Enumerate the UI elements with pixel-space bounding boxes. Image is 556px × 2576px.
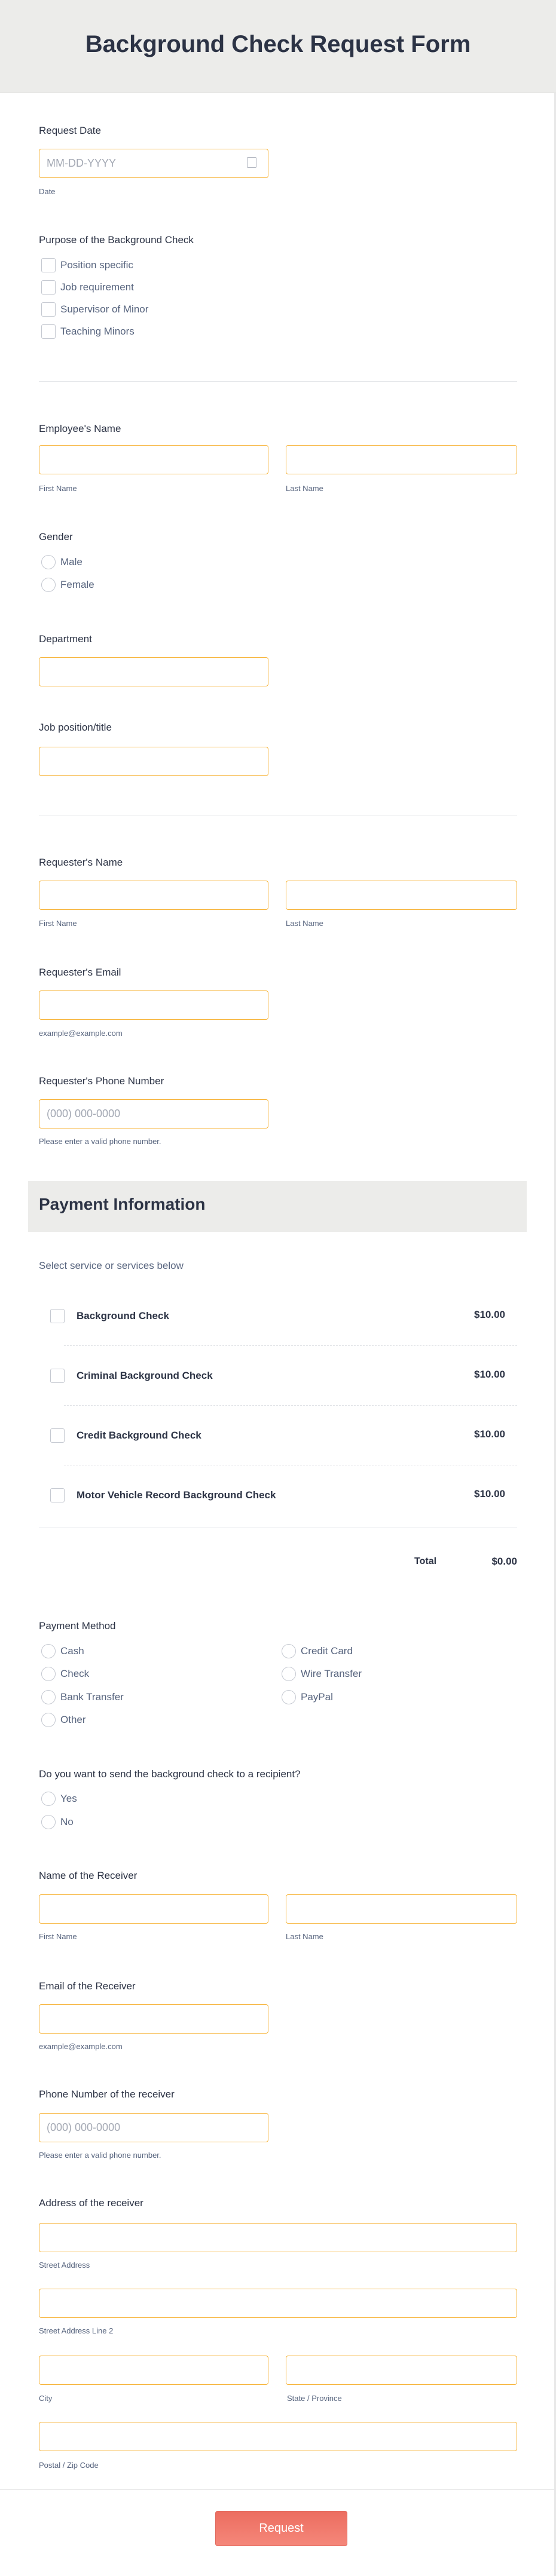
request-date-label: Request Date [39, 125, 101, 136]
payment-instruction: Select service or services below [39, 1260, 184, 1271]
payment-option: Wire Transfer [301, 1668, 362, 1679]
request-date-sublabel: Date [39, 187, 56, 196]
payment-radio-check[interactable] [41, 1667, 56, 1681]
product-price: $10.00 [474, 1309, 505, 1320]
state-input[interactable] [286, 2356, 517, 2385]
city-input[interactable] [39, 2356, 268, 2385]
requester-name-label: Requester's Name [39, 857, 123, 868]
product-name: Credit Background Check [77, 1430, 201, 1441]
job-position-label: Job position/title [39, 722, 112, 733]
total-label: Total [414, 1556, 437, 1566]
payment-option: Check [60, 1668, 90, 1679]
receiver-last-name-input[interactable] [286, 1894, 517, 1924]
product-price: $10.00 [474, 1369, 505, 1380]
product-checkbox[interactable] [50, 1488, 65, 1502]
last-name-sublabel: Last Name [286, 1932, 323, 1941]
purpose-option: Teaching Minors [60, 326, 135, 337]
gender-radio-female[interactable] [41, 578, 56, 592]
receiver-first-name-input[interactable] [39, 1894, 268, 1924]
purpose-label: Purpose of the Background Check [39, 234, 194, 246]
purpose-option: Job requirement [60, 281, 134, 293]
payment-radio-other[interactable] [41, 1713, 56, 1727]
first-name-sublabel: First Name [39, 484, 77, 493]
street-address-input[interactable] [39, 2223, 517, 2252]
street-address-line2-sublabel: Street Address Line 2 [39, 2326, 114, 2335]
payment-option: Other [60, 1714, 86, 1725]
receiver-email-label: Email of the Receiver [39, 1980, 136, 1992]
payment-radio-cash[interactable] [41, 1644, 56, 1658]
payment-option: PayPal [301, 1691, 333, 1703]
job-position-input[interactable] [39, 747, 268, 776]
street-address-line2-input[interactable] [39, 2289, 517, 2318]
product-price: $10.00 [474, 1428, 505, 1440]
purpose-option: Supervisor of Minor [60, 303, 149, 315]
send-option: Yes [60, 1793, 77, 1804]
last-name-sublabel: Last Name [286, 919, 323, 928]
product-name: Motor Vehicle Record Background Check [77, 1489, 276, 1501]
payment-radio-credit-card[interactable] [282, 1644, 296, 1658]
purpose-option: Position specific [60, 259, 133, 271]
requester-first-name-input[interactable] [39, 881, 268, 910]
payment-radio-wire-transfer[interactable] [282, 1667, 296, 1681]
product-checkbox[interactable] [50, 1428, 65, 1443]
first-name-sublabel: First Name [39, 1932, 77, 1941]
request-submit-button[interactable]: Request [215, 2511, 347, 2546]
product-separator [64, 1345, 517, 1346]
purpose-checkbox[interactable] [41, 324, 56, 339]
purpose-checkbox[interactable] [41, 280, 56, 295]
department-label: Department [39, 633, 92, 645]
first-name-sublabel: First Name [39, 919, 77, 928]
requester-phone-input[interactable] [39, 1099, 268, 1128]
section-divider [39, 381, 517, 382]
requester-phone-label: Requester's Phone Number [39, 1075, 164, 1087]
receiver-phone-label: Phone Number of the receiver [39, 2089, 175, 2100]
state-sublabel: State / Province [287, 2394, 342, 2403]
send-radio-yes[interactable] [41, 1792, 56, 1806]
requester-last-name-input[interactable] [286, 881, 517, 910]
phone-sublabel: Please enter a valid phone number. [39, 1137, 161, 1146]
street-address-sublabel: Street Address [39, 2261, 90, 2270]
city-sublabel: City [39, 2394, 53, 2403]
receiver-address-label: Address of the receiver [39, 2197, 143, 2209]
gender-option: Female [60, 579, 94, 590]
product-checkbox[interactable] [50, 1309, 65, 1323]
calendar-icon[interactable] [247, 157, 256, 168]
zip-input[interactable] [39, 2422, 517, 2451]
payment-radio-bank-transfer[interactable] [41, 1690, 56, 1704]
phone-sublabel: Please enter a valid phone number. [39, 2151, 161, 2160]
gender-radio-male[interactable] [41, 555, 56, 569]
payment-radio-paypal[interactable] [282, 1690, 296, 1704]
employee-name-label: Employee's Name [39, 423, 121, 434]
footer-divider [0, 2489, 554, 2490]
product-name: Background Check [77, 1310, 169, 1321]
payment-option: Cash [60, 1645, 84, 1657]
total-value: $0.00 [491, 1556, 517, 1567]
send-option: No [60, 1816, 74, 1827]
payment-method-label: Payment Method [39, 1620, 116, 1632]
product-name: Criminal Background Check [77, 1370, 213, 1381]
zip-sublabel: Postal / Zip Code [39, 2461, 99, 2470]
payment-title: Payment Information [39, 1195, 206, 1213]
purpose-checkbox[interactable] [41, 302, 56, 317]
department-input[interactable] [39, 657, 268, 686]
payment-option: Credit Card [301, 1645, 353, 1657]
receiver-name-label: Name of the Receiver [39, 1870, 138, 1881]
product-price: $10.00 [474, 1488, 505, 1499]
page-title: Background Check Request Form [85, 31, 471, 57]
employee-last-name-input[interactable] [286, 445, 517, 474]
purpose-checkbox[interactable] [41, 258, 56, 272]
email-sublabel: example@example.com [39, 2042, 123, 2051]
product-checkbox[interactable] [50, 1369, 65, 1383]
payment-option: Bank Transfer [60, 1691, 124, 1703]
employee-first-name-input[interactable] [39, 445, 268, 474]
last-name-sublabel: Last Name [286, 484, 323, 493]
email-sublabel: example@example.com [39, 1029, 123, 1038]
send-radio-no[interactable] [41, 1815, 56, 1829]
request-date-input[interactable] [39, 149, 268, 178]
gender-option: Male [60, 556, 83, 568]
receiver-email-input[interactable] [39, 2004, 268, 2034]
requester-email-input[interactable] [39, 990, 268, 1020]
send-recipient-label: Do you want to send the background check to a recipient? [39, 1768, 301, 1780]
product-separator [64, 1405, 517, 1406]
receiver-phone-input[interactable] [39, 2113, 268, 2142]
requester-email-label: Requester's Email [39, 967, 121, 978]
gender-label: Gender [39, 531, 73, 542]
